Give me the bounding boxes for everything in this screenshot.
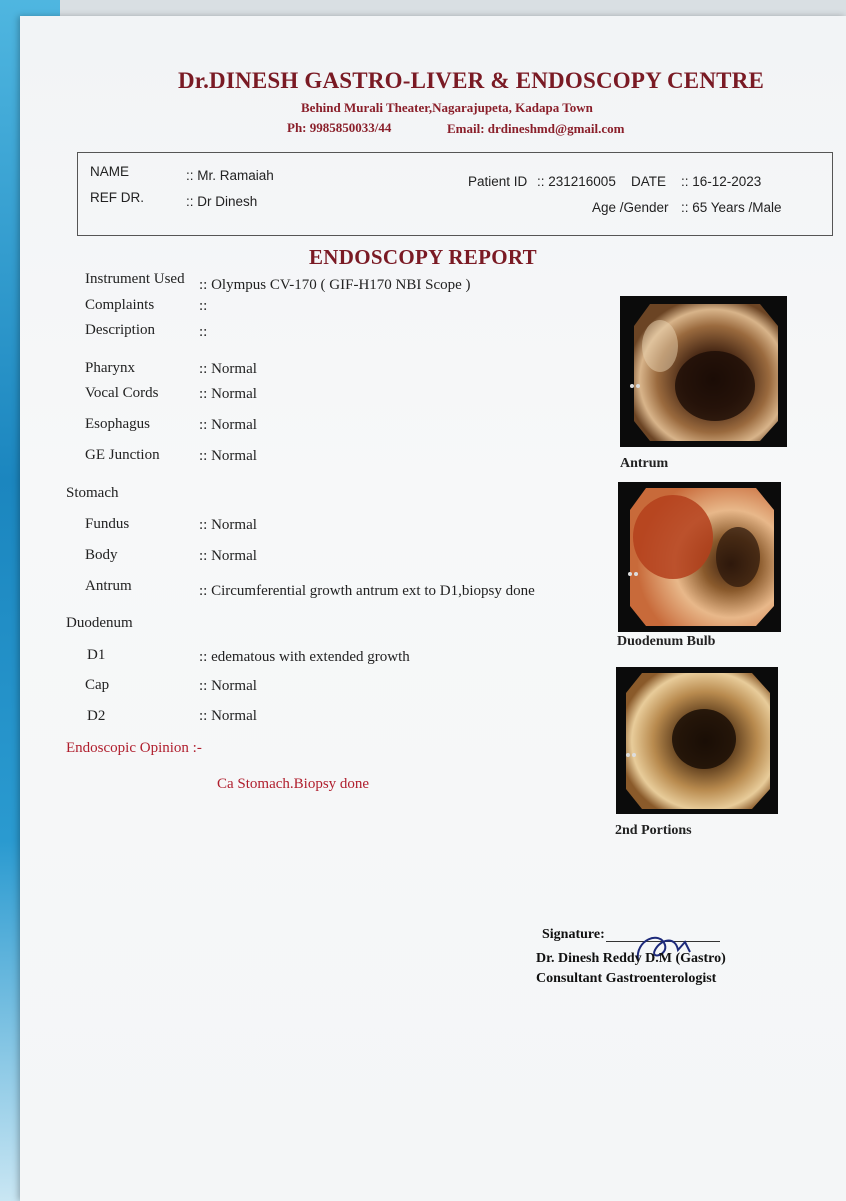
ge-junction-label: GE Junction (85, 447, 160, 463)
d1-label: D1 (87, 647, 106, 663)
body-label: Body (85, 547, 118, 563)
clinic-address: Behind Murali Theater,Nagarajupeta, Kadapa Town (301, 100, 593, 115)
opinion-value: Ca Stomach.Biopsy done (217, 776, 370, 792)
d2-value: :: Normal (199, 708, 257, 724)
patient-id-label: Patient ID (468, 174, 528, 189)
ge-junction-value: :: Normal (199, 448, 257, 464)
complaints-label: Complaints (85, 297, 155, 313)
signature-label: Signature: (542, 927, 605, 942)
pharynx-value: :: Normal (199, 361, 257, 377)
second-portions-caption: 2nd Portions (615, 823, 692, 838)
doctor-name: Dr. Dinesh Reddy D.M (Gastro) (536, 951, 726, 966)
name-label: NAME (90, 164, 130, 179)
duodenum-bulb-caption: Duodenum Bulb (617, 634, 716, 649)
ref-label: REF DR. (90, 190, 144, 205)
clinic-name: Dr.DINESH GASTRO-LIVER & ENDOSCOPY CENTRE (178, 68, 765, 93)
description-value: :: (199, 324, 208, 340)
instrument-label: Instrument Used (85, 271, 185, 287)
name-value: :: Mr. Ramaiah (186, 168, 274, 183)
esophagus-label: Esophagus (85, 416, 150, 432)
ref-value: :: Dr Dinesh (186, 194, 258, 209)
fundus-value: :: Normal (199, 517, 257, 533)
d1-value: :: edematous with extended growth (199, 649, 410, 665)
vocal-cords-label: Vocal Cords (85, 385, 159, 401)
date-label: DATE (631, 174, 667, 189)
patient-id-value: :: 231216005 (537, 174, 616, 189)
clinic-email: Email: drdineshmd@gmail.com (447, 121, 625, 136)
pharynx-label: Pharynx (85, 360, 135, 376)
instrument-value: :: Olympus CV-170 ( GIF-H170 NBI Scope ) (199, 277, 471, 293)
date-value: :: 16-12-2023 (681, 174, 762, 189)
antrum-label: Antrum (85, 578, 132, 594)
antrum-endoscopy-image (620, 296, 787, 447)
stomach-heading: Stomach (66, 485, 119, 501)
complaints-value: :: (199, 298, 208, 314)
cap-value: :: Normal (199, 678, 257, 694)
antrum-value: :: Circumferential growth antrum ext to D1,biopsy done (199, 583, 535, 599)
report-title: ENDOSCOPY REPORT (309, 245, 537, 269)
fundus-label: Fundus (85, 516, 130, 532)
doctor-role: Consultant Gastroenterologist (536, 971, 717, 986)
d2-label: D2 (87, 708, 106, 724)
clinic-phone: Ph: 9985850033/44 (287, 120, 392, 135)
opinion-label: Endoscopic Opinion :- (66, 740, 202, 756)
esophagus-value: :: Normal (199, 417, 257, 433)
age-gender-value: :: 65 Years /Male (681, 200, 782, 215)
age-gender-label: Age /Gender (592, 200, 669, 215)
duodenum-bulb-endoscopy-image (618, 482, 781, 632)
antrum-caption: Antrum (620, 456, 669, 471)
second-portions-endoscopy-image (616, 667, 778, 814)
cap-label: Cap (85, 677, 110, 693)
duodenum-heading: Duodenum (66, 615, 133, 631)
description-label: Description (85, 322, 155, 338)
body-value: :: Normal (199, 548, 257, 564)
vocal-cords-value: :: Normal (199, 386, 257, 402)
